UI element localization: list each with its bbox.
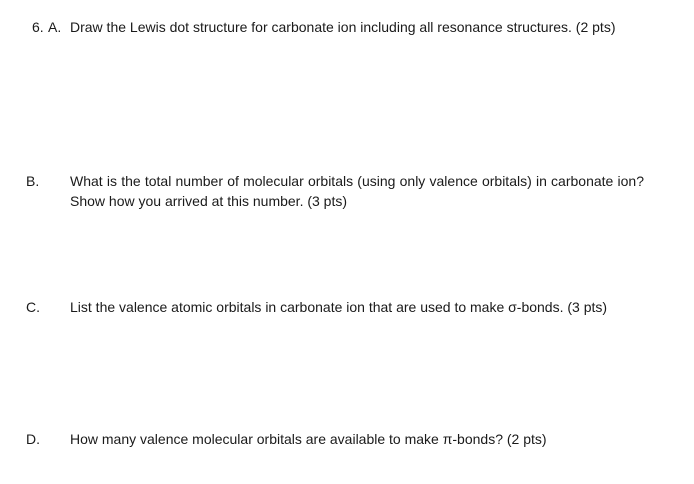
part-b-label: B. — [26, 173, 40, 189]
part-a-text: Draw the Lewis dot structure for carbonate ion including all resonance structures. (2 pts) — [70, 19, 616, 35]
question-6c — [26, 297, 644, 317]
question-number: 6. — [32, 19, 44, 35]
part-d-label: D. — [26, 431, 40, 447]
question-6a — [32, 17, 652, 37]
part-c-text: List the valence atomic orbitals in carbonate ion that are used to make σ-bonds. (3 pts) — [70, 299, 608, 315]
part-d-text: How many valence molecular orbitals are available to make π-bonds? (2 pts) — [70, 431, 547, 447]
question-6b — [26, 171, 644, 211]
part-c-label: C. — [26, 299, 40, 315]
part-a-label: A. — [48, 19, 62, 35]
question-6d — [26, 429, 644, 449]
part-b-text: What is the total number of molecular orbitals (using only valence orbitals) in carbonate ion? Show how you arrived at this number. (3 pts) — [70, 173, 644, 209]
